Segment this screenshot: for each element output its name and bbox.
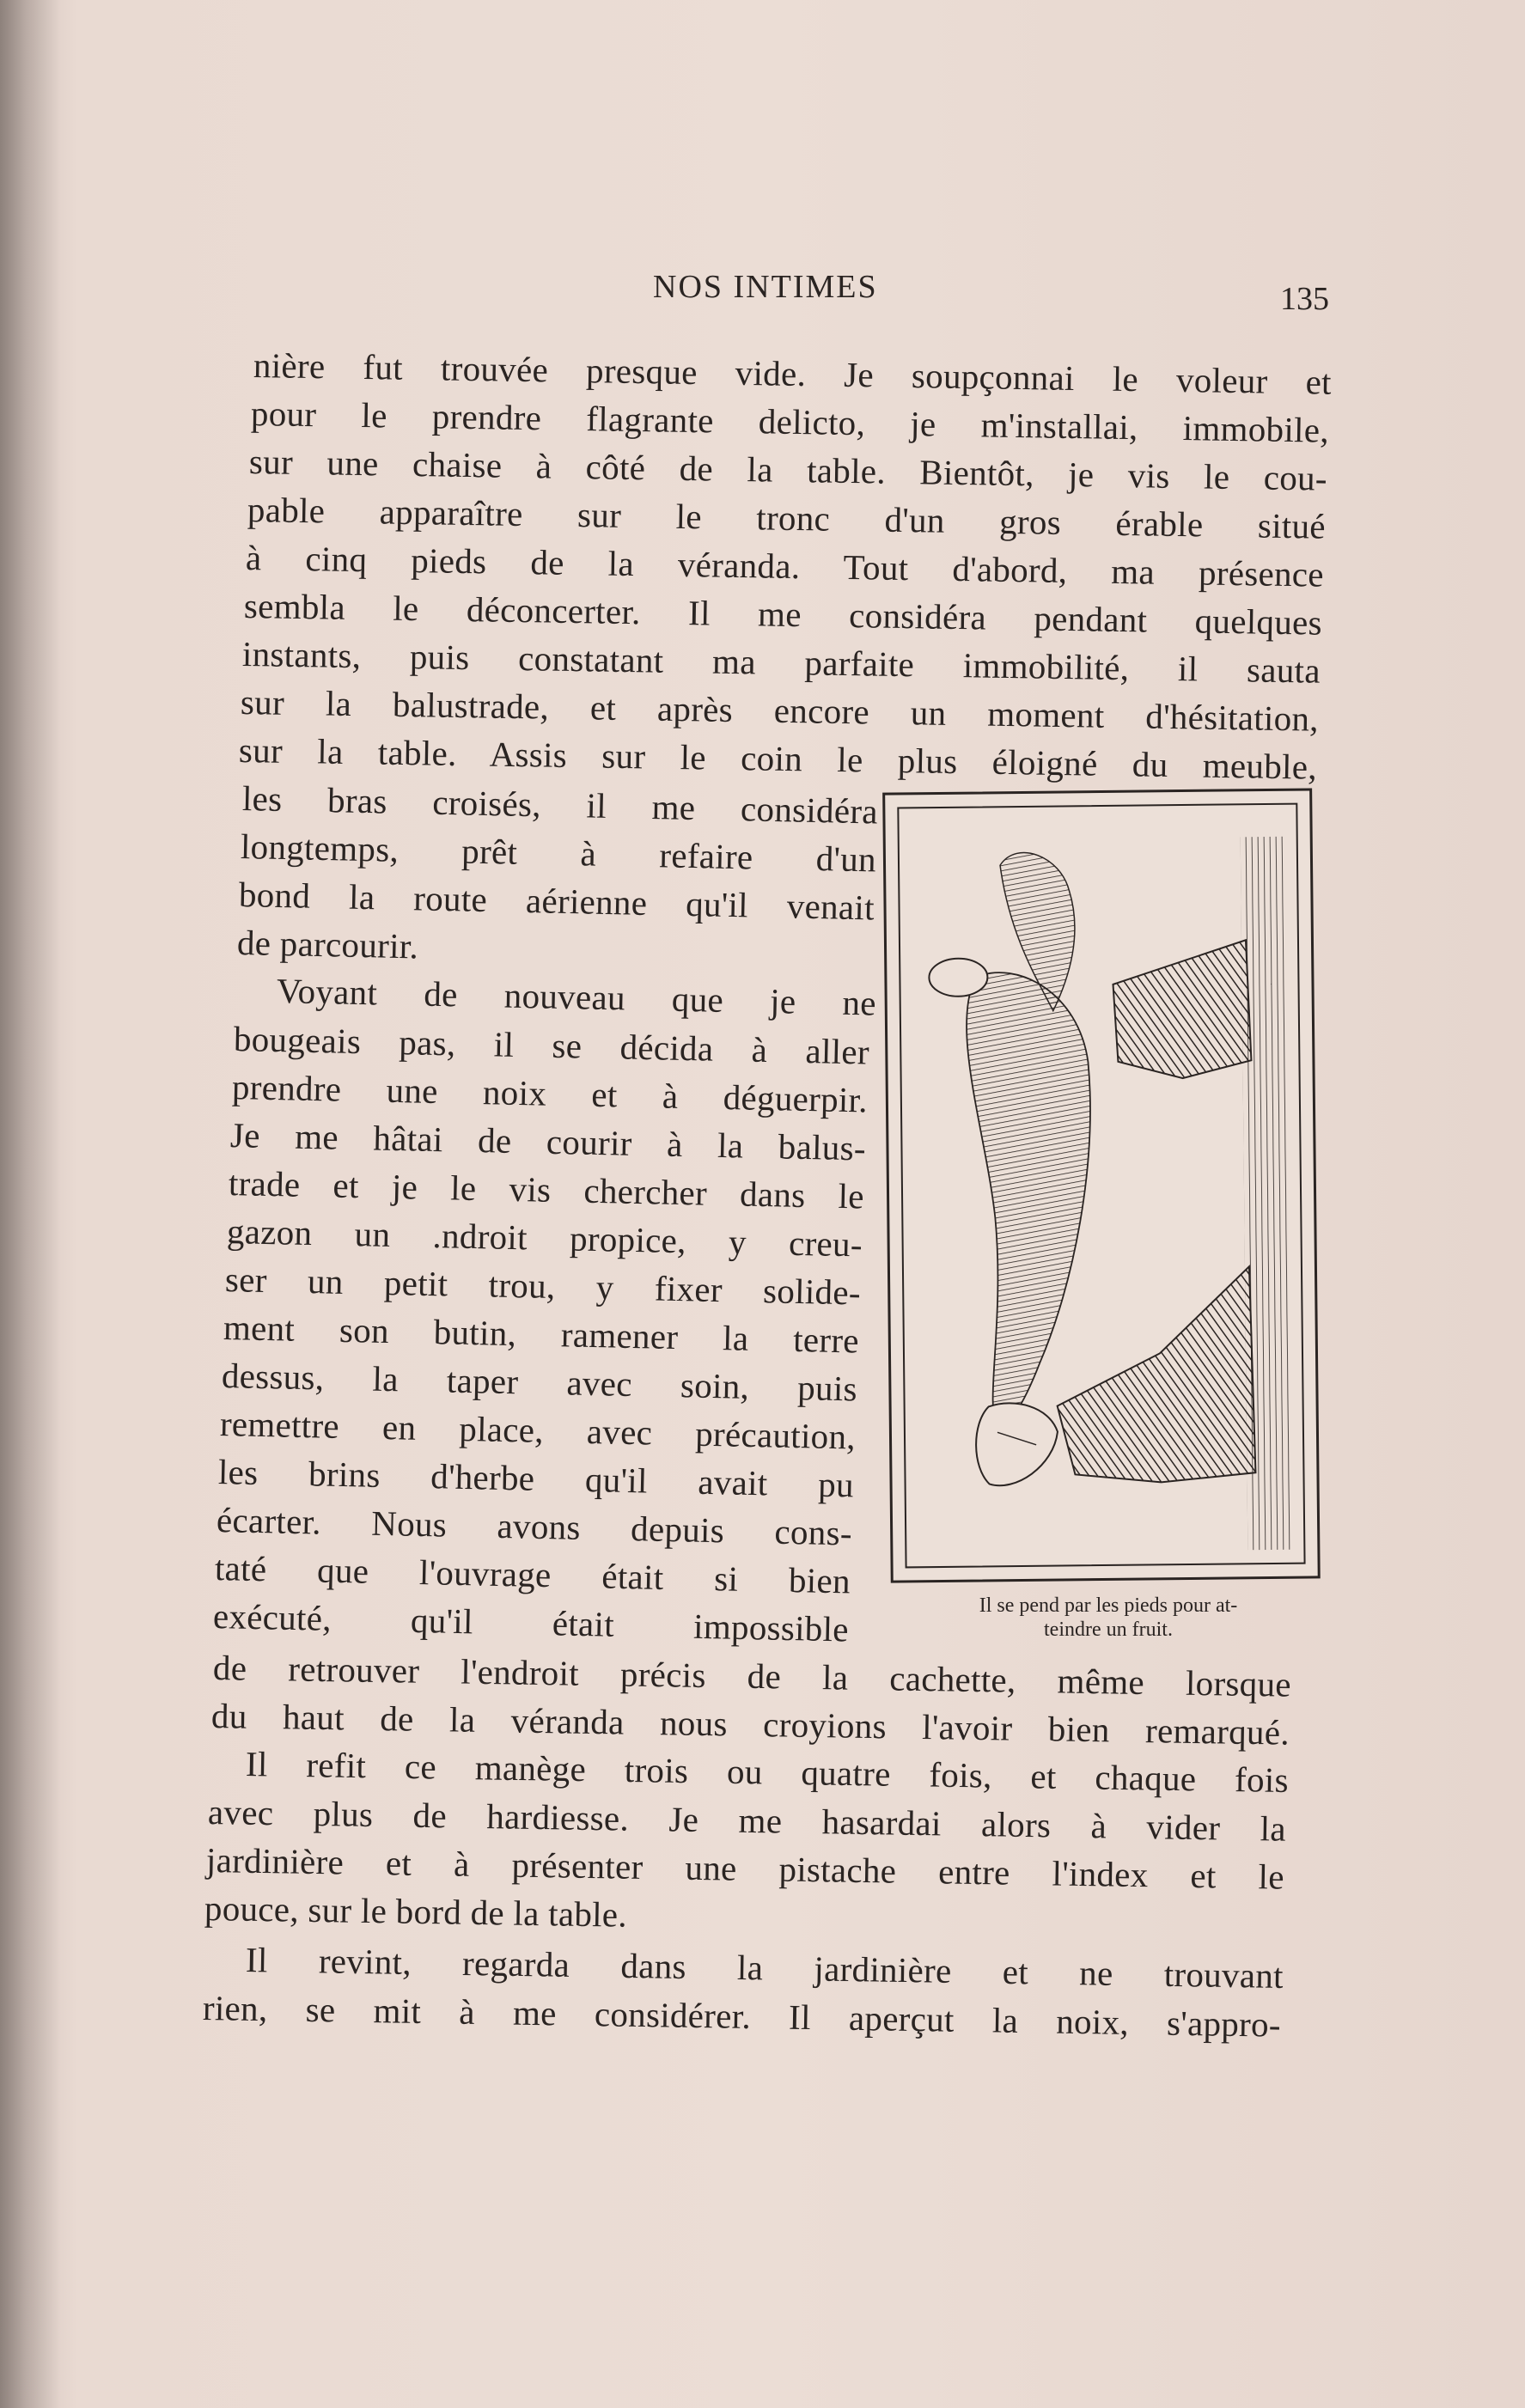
text-line: sur la table. Assis sur le coin le plus éloigné du meuble, [238, 730, 1318, 787]
text-line: bougeais pas, il se décida à aller [233, 1019, 870, 1072]
text-line: de retrouver l'endroit précis de la cachette, même lorsque [212, 1648, 1292, 1704]
text-line: rien, se mit à me considérer. Il aperçut la noix, s'appro- [202, 1988, 1282, 2045]
caption-line: teindre un fruit. [1044, 1619, 1173, 1641]
squirrel-illustration [896, 802, 1306, 1570]
text-line: longtemps, prêt à refaire d'un [240, 826, 877, 880]
text-line: gazon un .ndroit propice, y creu- [226, 1211, 863, 1265]
text-line: pour le prendre flagrante delicto, je m'installai, immobile, [250, 393, 1330, 450]
text-line: ment son butin, ramener la terre [223, 1308, 860, 1361]
gutter-shadow [0, 0, 60, 2408]
text-line: écarter. Nous avons depuis cons- [216, 1500, 853, 1553]
text-line: exécuté, qu'il était impossible [212, 1596, 850, 1649]
text-line: avec plus de hardiesse. Je me hasardai alors à vider la [207, 1792, 1287, 1849]
running-head: NOS INTIMES [653, 269, 878, 305]
text-line: pouce, sur le bord de la table. [204, 1888, 628, 1935]
text-line: taté que l'ouvrage était si bien [214, 1548, 851, 1601]
text-line: prendre une noix et à déguerpir. [231, 1067, 869, 1120]
text-line: les brins d'herbe qu'il avait pu [217, 1452, 855, 1505]
page-number: 135 [1280, 281, 1329, 317]
text-line: nière fut trouvée presque vide. Je soupçonnai le voleur et [253, 345, 1333, 402]
lower-branch [1056, 1266, 1256, 1483]
text-line: sembla le déconcerter. Il me considéra pendant quelques [243, 586, 1323, 643]
figure [882, 788, 1326, 1591]
caption-line: Il se pend par les pieds pour at- [979, 1594, 1238, 1617]
upper-branch [1113, 940, 1252, 1079]
text-line: les bras croisés, il me considéra [241, 778, 879, 832]
text-line: sur la balustrade, et après encore un moment d'hésitation, [240, 682, 1320, 739]
squirrel-paw [929, 958, 987, 997]
text-line: dessus, la taper avec soin, puis [221, 1356, 858, 1409]
text-line: trade et je le vis chercher dans le [228, 1163, 865, 1216]
text-line: Il revint, regarda dans la jardinière et ne trouvant [245, 1940, 1284, 1996]
text-line: à cinq pieds de la véranda. Tout d'abord, ma présence [245, 538, 1325, 594]
figure-caption [885, 1594, 1332, 1642]
squirrel-head [976, 1403, 1058, 1486]
text-line: remettre en place, avec précaution, [219, 1404, 857, 1457]
text-line: instants, puis constatant ma parfaite immobilité, il sauta [241, 634, 1321, 691]
text-line: Je me hâtai de courir à la balus- [229, 1115, 867, 1168]
text-line: sur une chaise à côté de la table. Bientôt, je vis le cou- [248, 442, 1328, 498]
squirrel-body [966, 972, 1093, 1425]
text-line: bond la route aérienne qu'il venait [238, 875, 875, 928]
text-line: Voyant de nouveau que je ne [276, 971, 877, 1023]
text-line: Il refit ce manège trois ou quatre fois, et chaque fois [245, 1744, 1290, 1801]
text-line: ser un petit trou, y fixer solide- [224, 1259, 862, 1313]
text-line: pable apparaître sur le tronc d'un gros érable situé [247, 490, 1327, 546]
text-line: jardinière et à présenter une pistache entre l'index et le [205, 1840, 1285, 1897]
text-line: du haut de la véranda nous croyions l'avoir bien remarqué. [210, 1696, 1290, 1753]
text-line: de parcourir. [236, 923, 419, 966]
